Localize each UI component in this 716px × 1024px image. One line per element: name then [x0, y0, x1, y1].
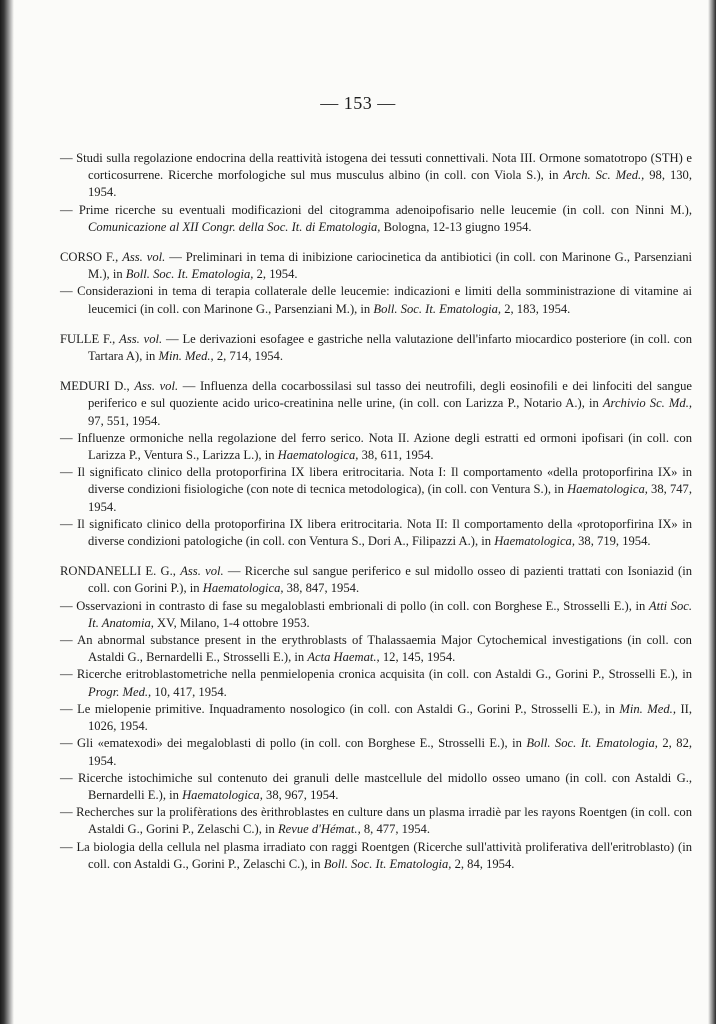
author-name: RONDANELLI E. G., — [60, 564, 176, 579]
bibliography-entry: — Considerazioni in tema di terapia collaterale delle leucemie: indicazioni e limiti della somministrazione di vitamine ai leucemici (in coll. con Marinone G., Parsenziani M.), in Boll. Soc. It. Ematologia, 2, 183, 1954. — [60, 284, 692, 316]
bibliography-list — [60, 150, 692, 886]
bibliography-entry: — Recherches sur la prolifèrations des èrithroblastes en culture dans un plasma irradiè par les rayons Roentgen (in coll. con Astaldi G., Gorini P., Zelaschi C.), in Revue d'Hémat., 8, 477, 1954. — [60, 805, 692, 837]
journal-title: Comunicazione al XII Congr. della Soc. It. di Ematologia, — [88, 219, 381, 234]
bibliography-block — [60, 563, 692, 873]
journal-title: Archivio Sc. Md., — [602, 396, 692, 411]
page-edge — [708, 0, 716, 1024]
journal-title: Haematologica, — [567, 482, 648, 497]
bibliography-entry: RONDANELLI E. G., Ass. vol. — Ricerche sul sangue periferico e sul midollo osseo di pazienti trattati con Isoniazid (in coll. con Gorini P.), in Haematologica, 38, 847, 1954. — [60, 564, 692, 596]
author-name: FULLE F., — [60, 331, 116, 346]
bibliography-entry: — La biologia della cellula nel plasma irradiato con raggi Roentgen (Ricerche sull'attività proliferativa dell'eritroblasto) (in coll. con Astaldi G., Gorini P., Zelaschi C.), in Boll. Soc. It. Ematologia, 2, 84, 1954. — [60, 839, 692, 871]
bibliography-entry: FULLE F., Ass. vol. — Le derivazioni esofagee e gastriche nella valutazione dell'infarto miocardico posteriore (in coll. con Tartara A), in Min. Med., 2, 714, 1954. — [60, 331, 692, 364]
page-number: — 153 — — [320, 93, 396, 113]
bibliography-entry: CORSO F., Ass. vol. — Preliminari in tema di inibizione cariocinetica da antibiotici (in coll. con Marinone G., Parsenziani M.), in Boll. Soc. It. Ematologia, 2, 1954. — [60, 250, 693, 282]
journal-title: Progr. Med., — [88, 684, 152, 699]
journal-title: Arch. Sc. Med., — [563, 168, 645, 183]
journal-title: Revue d'Hémat., — [277, 822, 361, 837]
bibliography-entry: — Il significato clinico della protoporfirina IX libera eritrocitaria. Nota I: Il comportamento «della protoporfirina IX» in diverse condizioni fisiologiche (con note di tecnica metodologica), (in coll. con Ventura S.), in Haematologica, 38, 747, 1954. — [60, 465, 692, 514]
journal-title: Boll. Soc. It. Ematologia, — [373, 301, 502, 316]
bibliography-block — [60, 150, 692, 236]
journal-title: Acta Haemat., — [307, 650, 380, 665]
journal-title: Boll. Soc. It. Ematologia, — [526, 736, 658, 751]
bibliography-entry: — Prime ricerche su eventuali modificazioni del citogramma adenoipofisario nelle leucemie (in coll. con Ninni M.), Comunicazione al XII Congr. della Soc. It. di Ematologia, Bologna, 12-13 giugno 1954. — [60, 202, 693, 234]
bibliography-entry: — Studi sulla regolazione endocrina della reattività istogena dei tessuti connettivali. Nota III. Ormone somatotropo (STH) e corticosurrene. Ricerche morfologiche sul mus musculus albino (in coll. con Viola S.), in Arch. Sc. Med., 98, 130, 1954. — [60, 151, 692, 200]
author-role: Ass. vol. — [119, 331, 163, 346]
bibliography-block — [60, 331, 692, 365]
author-role: Ass. vol. — [122, 250, 166, 265]
bibliography-entry: — Il significato clinico della protoporfirina IX libera eritrocitaria. Nota II: Il comportamento della «protoporfirina IX» in diverse condizioni patologiche (in coll. con Ventura S., Dori A., Filipazzi A.), in Haematologica, 38, 719, 1954. — [60, 516, 692, 549]
journal-title: Min. Med., — [158, 349, 214, 364]
bibliography-entry: MEDURI D., Ass. vol. — Influenza della cocarbossilasi sul tasso dei neutrofili, degli eosinofili e dei linfociti del sangue periferico e sul quoziente acido urico-creatinina nelle urine, (in coll. con Larizza P., Notario A.), in Archivio Sc. Md., 97, 551, 1954. — [60, 379, 692, 428]
journal-title: Boll. Soc. It. Ematologia, — [323, 856, 452, 871]
bibliography-block — [60, 249, 692, 318]
journal-title: Min. Med., — [619, 701, 676, 716]
journal-title: Haematologica, — [277, 448, 359, 463]
bibliography-entry: — Influenze ormoniche nella regolazione del ferro serico. Nota II. Azione degli estratti ed ormoni ipofisari (in coll. con Larizza P., Ventura S., Larizza L.), in Haematologica, 38, 611, 1954. — [60, 430, 692, 463]
bibliography-entry: — An abnormal substance present in the erythroblasts of Thalassaemia Major Cytochemical investigations (in coll. con Astaldi G., Bernardelli E., Strosselli E.), in Acta Haemat., 12, 145, 1954. — [60, 633, 692, 665]
bibliography-entry: — Ricerche istochimiche sul contenuto dei granuli delle mastcellule del midollo osseo umano (in coll. con Astaldi G., Bernardelli E.), in Haematologica, 38, 967, 1954. — [60, 770, 693, 802]
author-role: Ass. vol. — [180, 564, 224, 579]
journal-title: Haematologica, — [494, 534, 575, 549]
bibliography-entry: — Gli «ematexodi» dei megaloblasti di pollo (in coll. con Borghese E., Strosselli E.), in Boll. Soc. It. Ematologia, 2, 82, 1954. — [60, 736, 693, 768]
bibliography-block — [60, 378, 692, 550]
bibliography-entry: — Ricerche eritroblastometriche nella penmielopenia cronica acquisita (in coll. con Astaldi G., Gorini P., Strosselli E.), in Progr. Med., 10, 417, 1954. — [60, 667, 692, 699]
author-name: MEDURI D., — [60, 379, 130, 394]
bibliography-entry: — Osservazioni in contrasto di fase su megaloblasti embrionali di pollo (in coll. con Borghese E., Strosselli E.), in Atti Soc. It. Anatomia, XV, Milano, 1-4 ottobre 1953. — [60, 598, 693, 630]
journal-title: Haematologica, — [182, 787, 263, 802]
journal-title: Boll. Soc. It. Ematologia, — [125, 267, 254, 282]
journal-title: Haematologica, — [202, 581, 284, 596]
author-role: Ass. vol. — [134, 379, 179, 394]
journal-title: Atti Soc. It. Anatomia, — [88, 598, 693, 630]
author-name: CORSO F., — [60, 250, 119, 265]
binding-shadow — [0, 0, 14, 1024]
bibliography-entry: — Le mielopenie primitive. Inquadramento nosologico (in coll. con Astaldi G., Gorini P., Strosselli E.), in Min. Med., II, 1026, 1954. — [60, 701, 693, 734]
